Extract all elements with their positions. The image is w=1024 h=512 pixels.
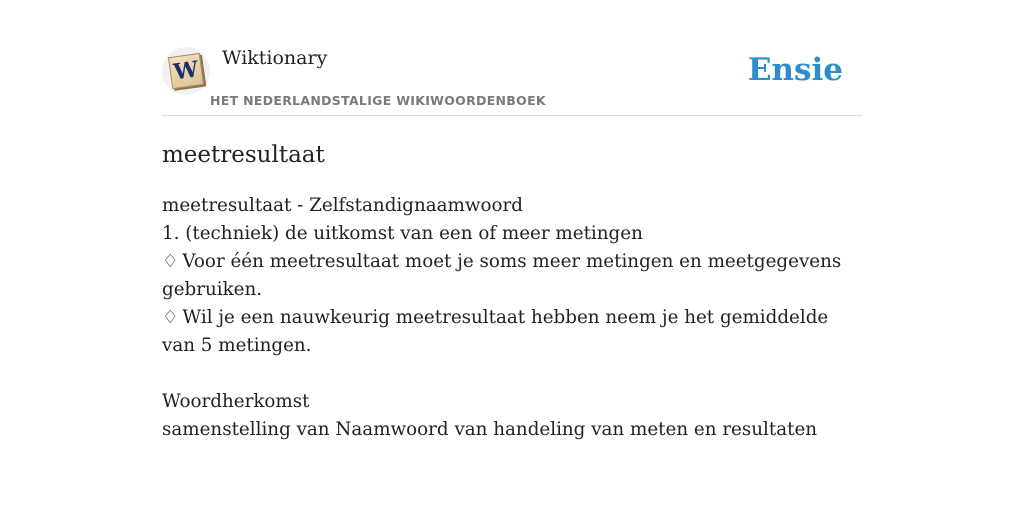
etymology-heading: Woordherkomst	[162, 391, 310, 412]
definition: 1. (techniek) de uitkomst van een of meer metingen	[162, 223, 643, 244]
page	[162, 0, 862, 440]
example-marker-icon: ♢	[162, 307, 179, 328]
entry-body	[162, 192, 862, 444]
site-tagline: HET NEDERLANDSTALIGE WIKIWOORDENBOEK	[210, 93, 546, 108]
headword-line: meetresultaat - Zelfstandignaamwoord	[162, 195, 523, 216]
page-title: meetresultaat	[162, 142, 325, 168]
example-marker-icon: ♢	[162, 251, 179, 272]
site-header	[162, 0, 862, 116]
logo-tile	[168, 53, 204, 89]
example-1	[162, 248, 862, 304]
wiktionary-logo-icon[interactable]	[162, 47, 210, 95]
example-2-text: Wil je een nauwkeurig meetresultaat hebben neem je het gemiddelde van 5 metingen.	[162, 307, 829, 356]
spacer	[162, 360, 862, 388]
etymology-text: samenstelling van Naamwoord van handeling van meten en resultaten	[162, 419, 818, 440]
example-2	[162, 304, 862, 360]
example-1-text: Voor één meetresultaat moet je soms meer metingen en meetgegevens gebruiken.	[162, 251, 842, 300]
site-name[interactable]: Wiktionary	[222, 47, 328, 69]
ensie-logo[interactable]: Ensie	[747, 52, 843, 88]
logo-letter: W	[171, 56, 201, 86]
